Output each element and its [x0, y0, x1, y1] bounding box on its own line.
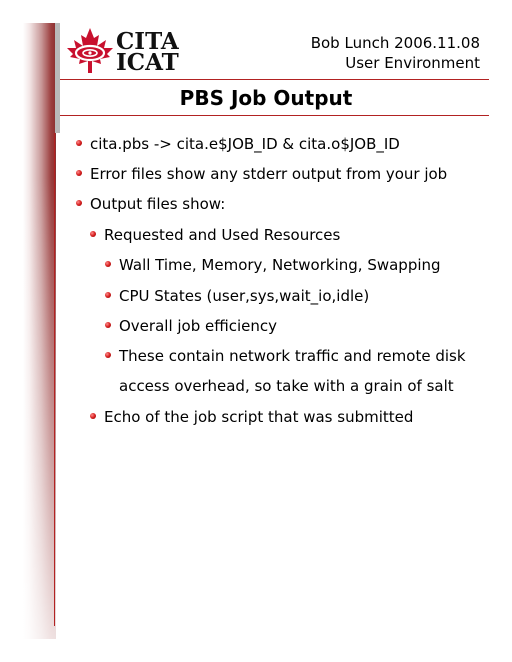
header-subtitle: User Environment [345, 54, 480, 72]
bullet-dot [90, 231, 96, 237]
bullet-dot [76, 170, 82, 176]
bullet-item: Echo of the job script that was submitted [104, 408, 414, 426]
bullet-item: cita.pbs -> cita.e$JOB_ID & cita.o$JOB_ID [90, 135, 400, 153]
bullet-item: Error files show any stderr output from your job [90, 165, 448, 183]
bullet-dot [105, 261, 111, 267]
bullet-dot [105, 352, 111, 358]
bullet-item: Wall Time, Memory, Networking, Swapping [119, 256, 441, 274]
bullet-item: CPU States (user,sys,wait_io,idle) [119, 287, 370, 305]
bullet-item: Output files show: [90, 195, 226, 213]
bullet-dot [76, 140, 82, 146]
bullet-dot [105, 292, 111, 298]
bullet-continuation: access overhead, so take with a grain of salt [119, 377, 454, 395]
slide-title: PBS Job Output [179, 86, 353, 110]
bullet-dot [105, 322, 111, 328]
bullet-dot [76, 200, 82, 206]
header-presenter-date: Bob Lunch 2006.11.08 [310, 34, 480, 52]
logo-text-icat: ICAT [116, 49, 179, 76]
bullet-item: Requested and Used Resources [104, 226, 341, 244]
bullet-item: Overall job efficiency [119, 317, 278, 335]
logo-text-cita: CITA [116, 28, 179, 55]
bullet-dot [90, 413, 96, 419]
bullet-item: These contain network traffic and remote disk [119, 347, 466, 365]
